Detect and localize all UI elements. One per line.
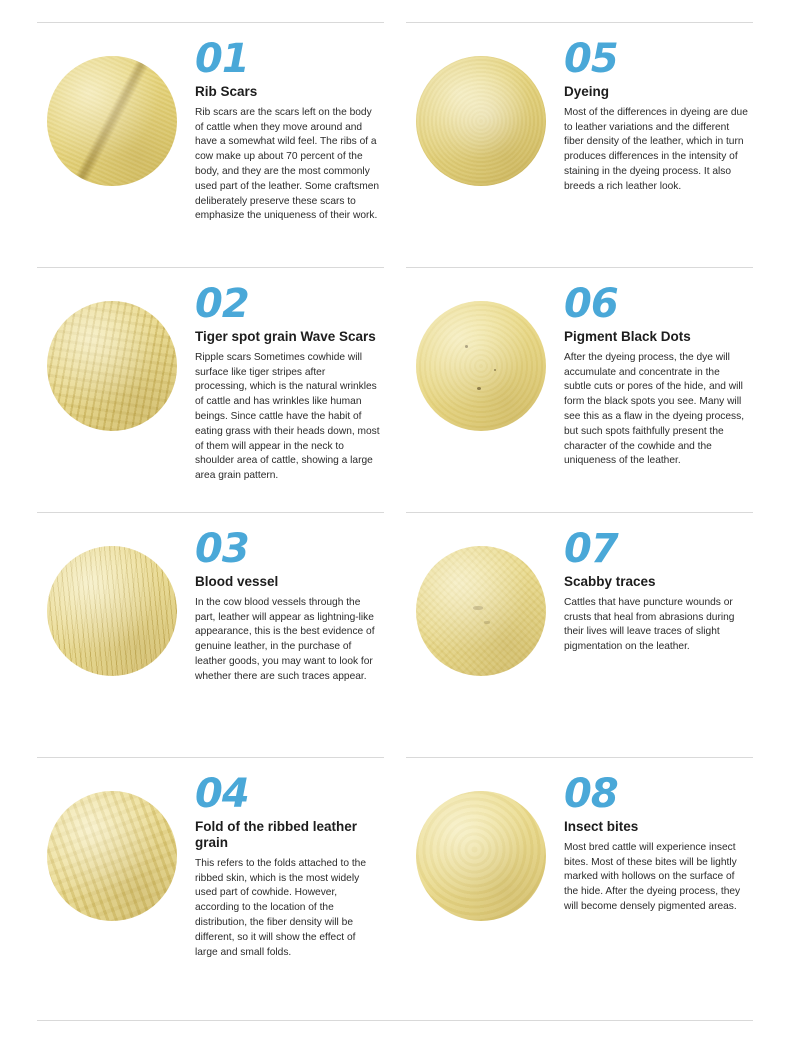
leather-swatch-pigment-black-dots-image xyxy=(416,301,546,431)
feature-title-08: Insect bites xyxy=(564,819,639,834)
leather-swatch-blood-vessel-image xyxy=(47,546,177,676)
swatch-wrap-03 xyxy=(37,530,187,676)
feature-body-07: Cattles that have puncture wounds or crusts that heal from abrasions during their lives will leave traces of slight pigmentation on the leather. xyxy=(564,596,735,653)
feature-card-05 xyxy=(406,22,753,267)
feature-card-02 xyxy=(37,267,384,512)
feature-number-02: 02 xyxy=(195,281,249,327)
swatch-wrap-04 xyxy=(37,775,187,921)
feature-body-01: Rib scars are the scars left on the body of cattle when they move around and have a somewhat wild feel. The ribs of a cow make up about 70 percent of the body, and they are the most commonly used part of the leather. Some craftsmen deliberately preserve these scars to emphasize the uniqueness of their work. xyxy=(195,106,380,222)
swatch-wrap-02 xyxy=(37,285,187,431)
feature-number-05: 05 xyxy=(564,36,618,82)
leather-swatch-rib-scars-image xyxy=(47,56,177,186)
feature-number-03: 03 xyxy=(195,526,249,572)
scab-mark xyxy=(473,606,483,610)
pigment-dot xyxy=(477,387,481,390)
swatch-wrap-08 xyxy=(406,775,556,921)
feature-card-01 xyxy=(37,22,384,267)
leather-swatch-insect-bites-image xyxy=(416,791,546,921)
swatch-wrap-07 xyxy=(406,530,556,676)
feature-card-08 xyxy=(406,757,753,1002)
feature-body-05: Most of the differences in dyeing are due to leather variations and the different fiber density of the leather, which in turn produces differences in the intensity of staining in the dyeing process. It also breeds a rich leather look. xyxy=(564,106,748,192)
swatch-wrap-06 xyxy=(406,285,556,431)
pigment-dot xyxy=(465,345,468,348)
feature-title-05: Dyeing xyxy=(564,84,610,99)
feature-body-03: In the cow blood vessels through the part, leather will appear as lightning-like appearance, this is the best evidence of genuine leather, in the purchase of leather goods, you may want to look for whether there are such traces appear. xyxy=(195,596,375,682)
feature-number-07: 07 xyxy=(564,526,618,572)
feature-body-06: After the dyeing process, the dye will accumulate and concentrate in the subtle cuts or pores of the hide, and will form the black spots you see. Many will see this as a flaw in the dyeing process, but such spots faithfully present the character of the cowhide and the uniqueness of the leather. xyxy=(564,351,745,467)
feature-card-03 xyxy=(37,512,384,757)
feature-title-07: Scabby traces xyxy=(564,574,656,589)
feature-grid xyxy=(37,0,753,1002)
feature-card-06 xyxy=(406,267,753,512)
feature-body-08: Most bred cattle will experience insect bites. Most of these bites will be lightly marked with hollows on the surface of the hide. After the dyeing process, they will become densely pigmented areas. xyxy=(564,841,741,913)
feature-number-01: 01 xyxy=(195,36,249,82)
feature-card-04 xyxy=(37,757,384,1002)
leather-swatch-scabby-traces-image xyxy=(416,546,546,676)
feature-number-04: 04 xyxy=(195,771,249,817)
feature-title-04: Fold of the ribbed leather grain xyxy=(195,819,358,850)
feature-title-03: Blood vessel xyxy=(195,574,279,589)
pigment-dot xyxy=(494,369,496,371)
feature-number-06: 06 xyxy=(564,281,618,327)
leather-swatch-ribbed-fold-image xyxy=(47,791,177,921)
feature-number-08: 08 xyxy=(564,771,618,817)
leather-swatch-tiger-spot-grain-image xyxy=(47,301,177,431)
swatch-wrap-05 xyxy=(406,40,556,186)
feature-card-07 xyxy=(406,512,753,757)
leather-swatch-dyeing-image xyxy=(416,56,546,186)
feature-body-02: Ripple scars Sometimes cowhide will surface like tiger stripes after processing, which is the natural wrinkles of cattle and has wrinkles like human beings. Since cattle have the habit of eating grass with their heads down, most of them will appear in the neck to shoulder area of cattle, showing a large area grain pattern. xyxy=(195,351,380,482)
scab-mark xyxy=(484,621,490,624)
feature-body-04: This refers to the folds attached to the ribbed skin, which is the most widely used part of cowhide. However, according to the location of the distribution, the fiber density will be different, so it will show the effect of large and small folds. xyxy=(195,857,367,958)
bottom-divider xyxy=(37,1020,753,1021)
swatch-wrap-01 xyxy=(37,40,187,186)
feature-title-02: Tiger spot grain Wave Scars xyxy=(195,329,376,344)
feature-title-01: Rib Scars xyxy=(195,84,258,99)
feature-title-06: Pigment Black Dots xyxy=(564,329,691,344)
